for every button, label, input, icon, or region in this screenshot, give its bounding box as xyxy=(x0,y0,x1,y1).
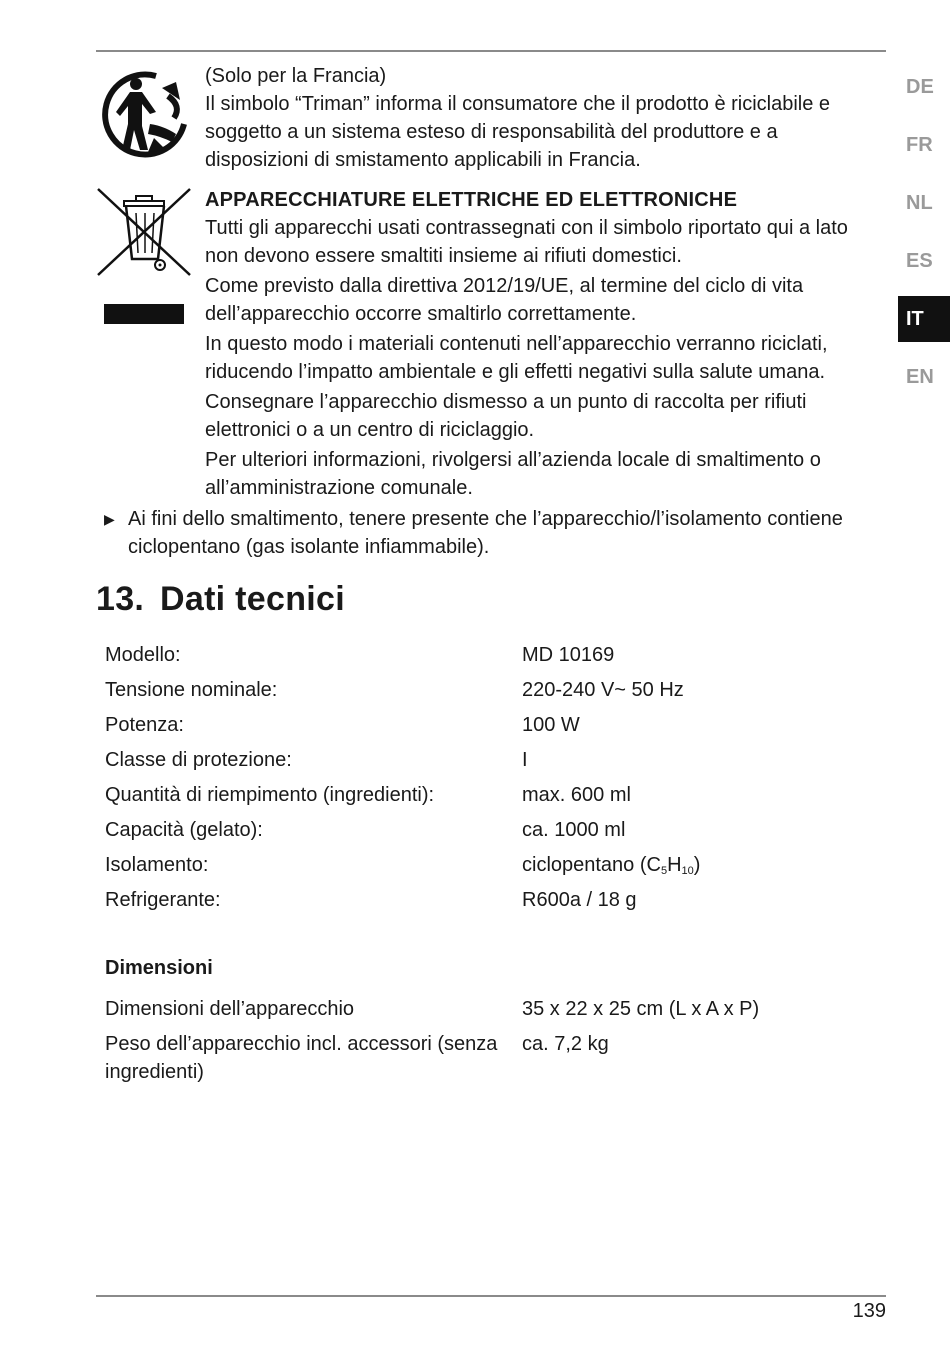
lang-tab-en[interactable]: EN xyxy=(906,366,934,388)
spec-label: Capacità (gelato): xyxy=(105,819,263,841)
spec-label: Refrigerante: xyxy=(105,889,221,911)
top-rule xyxy=(96,50,886,52)
table-row xyxy=(105,708,885,743)
spec-value: R600a / 18 g xyxy=(522,889,637,911)
bottom-rule xyxy=(96,1295,886,1297)
section-title: Dati tecnici xyxy=(160,580,345,618)
dimensions-table xyxy=(105,995,885,1093)
table-row xyxy=(105,883,885,918)
dimension-value: 35 x 22 x 25 cm (L x A x P) xyxy=(522,998,760,1020)
bullet-arrow-icon: ▶ xyxy=(104,511,115,527)
table-row xyxy=(105,638,885,673)
table-row xyxy=(105,995,885,1023)
weee-paragraph-5: Per ulteriori informazioni, rivolgersi all’azienda locale di smaltimento o all’amministrazione comunale. xyxy=(205,449,821,499)
page-number: 139 xyxy=(852,1300,886,1322)
table-row xyxy=(105,813,885,848)
triman-note: (Solo per la Francia) xyxy=(205,65,387,87)
weee-paragraph-3: In questo modo i materiali contenuti nell’apparecchio verranno riciclati, riducendo l’impatto ambientale e gli effetti negativi sulla salute umana. xyxy=(205,333,828,383)
specs-table xyxy=(105,638,885,918)
lang-tab-it[interactable]: IT xyxy=(898,296,950,342)
section-heading xyxy=(96,580,345,619)
lang-tab-de[interactable]: DE xyxy=(906,76,934,98)
spec-label: Modello: xyxy=(105,644,181,666)
spec-value: 100 W xyxy=(522,714,580,736)
weee-paragraph-2: Come previsto dalla direttiva 2012/19/UE, al termine del ciclo di vita dell’apparecchio occorre smaltirlo correttamente. xyxy=(205,275,804,325)
spec-value: MD 10169 xyxy=(522,644,615,666)
spec-value: 220-240 V~ 50 Hz xyxy=(522,679,684,701)
spec-value-formula xyxy=(522,854,885,877)
disposal-bullet xyxy=(104,505,886,561)
formula-subscript: 5 xyxy=(660,865,668,877)
dimensions-heading: Dimensioni xyxy=(105,957,213,979)
formula-prefix: ciclopentano (C xyxy=(522,854,661,876)
lang-tab-es[interactable]: ES xyxy=(906,250,933,272)
triman-text: Il simbolo “Triman” informa il consumatore che il prodotto è riciclabile e soggetto a un sistema esteso di responsabilità del produttore e a disposizioni di smistamento applicabili in Francia. xyxy=(205,93,831,171)
spec-value: I xyxy=(522,749,528,771)
dimension-label: Dimensioni dell’apparecchio xyxy=(105,998,355,1020)
table-row xyxy=(105,848,885,883)
bullet-text: Ai fini dello smaltimento, tenere presente che l’apparecchio/l’isolamento contiene ciclopentano (gas isolante infiammabile). xyxy=(128,508,843,558)
triman-recycling-icon xyxy=(96,66,194,158)
dimension-value: ca. 7,2 kg xyxy=(522,1033,609,1055)
spec-label: Quantità di riempimento (ingredienti): xyxy=(105,784,435,806)
table-row xyxy=(105,673,885,708)
weee-heading: APPARECCHIATURE ELETTRICHE ED ELETTRONICHE xyxy=(205,189,738,211)
lang-tab-nl[interactable]: NL xyxy=(906,192,933,214)
lang-tab-fr[interactable]: FR xyxy=(906,134,933,156)
formula-element: H xyxy=(667,854,682,876)
weee-crossed-bin-icon xyxy=(96,187,192,277)
dimension-label: Peso dell’apparecchio incl. accessori (senza ingredienti) xyxy=(105,1033,498,1083)
spec-label: Tensione nominale: xyxy=(105,679,278,701)
spec-label: Potenza: xyxy=(105,714,184,736)
weee-underline-bar xyxy=(104,304,184,324)
language-tabs xyxy=(898,64,950,412)
weee-paragraph-1: Tutti gli apparecchi usati contrassegnati con il simbolo riportato qui a lato non devono essere smaltiti insieme ai rifiuti domestici. xyxy=(205,217,848,267)
table-row xyxy=(105,1030,885,1086)
spec-label: Isolamento: xyxy=(105,854,209,876)
formula-subscript: 10 xyxy=(681,865,694,877)
table-row xyxy=(105,743,885,778)
table-row xyxy=(105,778,885,813)
weee-paragraph-4: Consegnare l’apparecchio dismesso a un punto di raccolta per rifiuti elettronici o a un centro di riciclaggio. xyxy=(205,391,807,441)
spec-value: ca. 1000 ml xyxy=(522,819,626,841)
spec-label: Classe di protezione: xyxy=(105,749,292,771)
section-number: 13. xyxy=(96,580,145,618)
formula-suffix: ) xyxy=(693,854,701,876)
spec-value: max. 600 ml xyxy=(522,784,631,806)
